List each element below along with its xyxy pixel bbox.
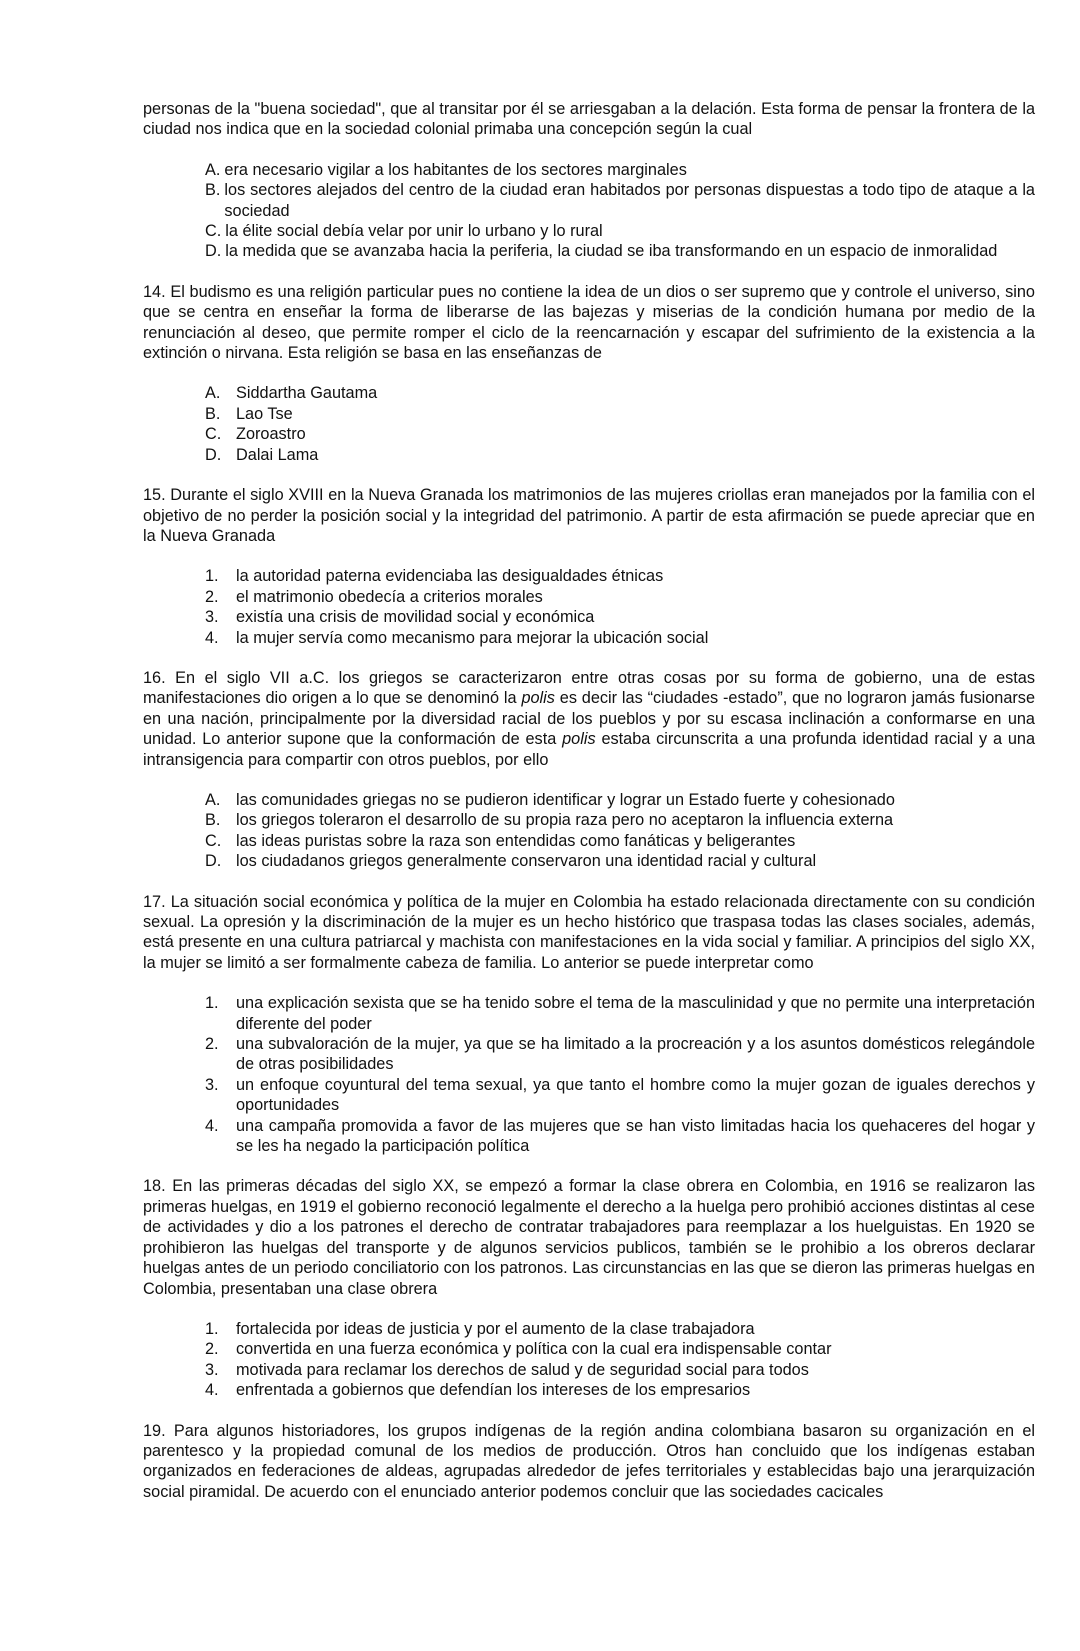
option-3: 3. un enfoque coyuntural del tema sexual, ya que tanto el hombre como la mujer gozan de iguales derechos y oportunidades <box>205 1075 1035 1115</box>
question-19-stem: 19. Para algunos historiadores, los grupos indígenas de la región andina colombiana basaron su organización en el parentesco y la propiedad comunal de los medios de producción. Otros han concluido que los indígenas estaban organizados en federaciones de aldeas, agrupadas alrededor de jefes territoriales y establecidas bajo una jerarquización social piramidal. De acuerdo con el enunciado anterior podemos concluir que las sociedades cacicales <box>143 1421 1035 1501</box>
option-4: 4. una campaña promovida a favor de las mujeres que se han visto limitadas hacia los quehaceres del hogar y se les ha negado la participación política <box>205 1116 1035 1156</box>
question-14-options <box>143 383 1035 465</box>
option-1: 1. la autoridad paterna evidenciaba las desigualdades étnicas <box>205 567 664 586</box>
option-b: B. Lao Tse <box>205 404 293 423</box>
option-d: D. Dalai Lama <box>205 445 319 464</box>
question-18-options <box>143 1319 1035 1401</box>
question-16-options <box>143 790 1035 872</box>
option-4: 4. la mujer servía como mecanismo para mejorar la ubicación social <box>205 628 709 647</box>
question-13-options <box>143 160 1035 262</box>
option-3: 3. existía una crisis de movilidad social y económica <box>205 608 595 627</box>
question-15-stem: 15. Durante el siglo XVIII en la Nueva Granada los matrimonios de las mujeres criollas eran manejados por la familia con el objetivo de no perder la posición social y la integridad del patrimonio. A partir de esta afirmación se puede apreciar que en la Nueva Granada <box>143 486 1035 545</box>
option-c: C. Zoroastro <box>205 425 306 444</box>
question-14-stem: 14. El budismo es una religión particular pues no contiene la idea de un dios o ser supremo que y controle el universo, sino que se centra en enseñar la forma de liberarse de las bajezas y miserias de la condición humana por medio de la renunciación al deseo, que permite romper el ciclo de la reencarnación y escapar del sufrimiento de la existencia a la extinción o nirvana. Esta religión se basa en las enseñanzas de <box>143 282 1035 363</box>
option-b: B. los griegos toleraron el desarrollo de su propia raza pero no aceptaron la influencia externa <box>205 811 894 830</box>
polis-term: polis <box>562 730 596 749</box>
question-13-stem: personas de la "buena sociedad", que al transitar por él se arriesgaban a la delación. Esta forma de pensar la frontera de la ciudad nos indica que en la sociedad colonial primaba una concepción según la cual <box>143 100 1035 139</box>
option-1: 1. fortalecida por ideas de justicia y por el aumento de la clase trabajadora <box>205 1319 755 1338</box>
polis-term: polis <box>521 689 555 708</box>
option-1: 1. una explicación sexista que se ha tenido sobre el tema de la masculinidad y que no permite una interpretación diferente del poder <box>205 994 1035 1033</box>
option-a: A. era necesario vigilar a los habitantes de los sectores marginales <box>205 160 687 179</box>
option-3: 3. motivada para reclamar los derechos de salud y de seguridad social para todos <box>205 1360 809 1379</box>
option-a: A. Siddartha Gautama <box>205 384 378 403</box>
option-d: D. la medida que se avanzaba hacia la periferia, la ciudad se iba transformando en un espacio de inmoralidad <box>205 242 998 261</box>
option-2: 2. el matrimonio obedecía a criterios morales <box>205 587 543 606</box>
question-18-stem: 18. En las primeras décadas del siglo XX, se empezó a formar la clase obrera en Colombia, en 1916 se realizaron las primeras huelgas, en 1919 el gobierno reconoció legalmente el derecho a la huelga pero prohibió acciones distintas al cese de actividades y dio a los patrones el derecho de contratar trabajadores para reemplazar a los huelguistas. En 1920 se prohibieron las huelgas del transporte y de algunos servicios publicos, también se le prohibio a los obreros declarar huelgas antes de un periodo conciliatorio con los patronos. Las circunstancias en las que se dieron las primeras huelgas en Colombia, presentaban una clase obrera <box>143 1177 1035 1298</box>
option-c: C. las ideas puristas sobre la raza son entendidas como fanáticas y beligerantes <box>205 831 796 850</box>
option-2: 2. convertida en una fuerza económica y política con la cual era indispensable contar <box>205 1340 832 1359</box>
question-17-options <box>143 993 1035 1156</box>
option-4: 4. enfrentada a gobiernos que defendían los intereses de los empresarios <box>205 1381 751 1400</box>
question-17-stem: 17. La situación social económica y política de la mujer en Colombia ha estado relacionada directamente con su condición sexual. La opresión y la discriminación de la mujer es un hecho histórico que traspasa todas las clases sociales, además, está presente en una cultura patriarcal y machista con manifestaciones en la vida social y familiar. A principios del siglo XX, la mujer se limitó a ser formalmente cabeza de familia. Lo anterior se puede interpretar como <box>143 892 1035 972</box>
question-16-stem: 16. En el siglo VII a.C. los griegos se caracterizaron entre otras cosas por su forma de gobierno, una de estas manifestaciones dio origen a lo que se denominó la polis es decir las “ciudades -estado”, que no lograron jamás fusionarse en una nación, principalmente por la diversidad racial de los pueblos y por su escasa inclinación a conformarse en una unidad. Lo anterior supone que la conformación de esta polis estaba circunscrita a una profunda identidad racial y a una intransigencia para compartir con otros pueblos, por ello <box>143 668 1036 769</box>
option-d: D. los ciudadanos griegos generalmente conservaron una identidad racial y cultural <box>205 852 817 871</box>
option-b: B. los sectores alejados del centro de la ciudad eran habitados por personas dispuestas a todo tipo de ataque a la sociedad <box>205 181 1035 220</box>
option-c: C. la élite social debía velar por unir lo urbano y lo rural <box>205 222 603 241</box>
option-a: A. las comunidades griegas no se pudieron identificar y lograr un Estado fuerte y cohesionado <box>205 790 895 809</box>
option-2: 2. una subvaloración de la mujer, ya que se ha limitado a la procreación y a los asuntos domésticos relegándole de otras posibilidades <box>205 1035 1035 1074</box>
question-15-options <box>143 566 1035 648</box>
